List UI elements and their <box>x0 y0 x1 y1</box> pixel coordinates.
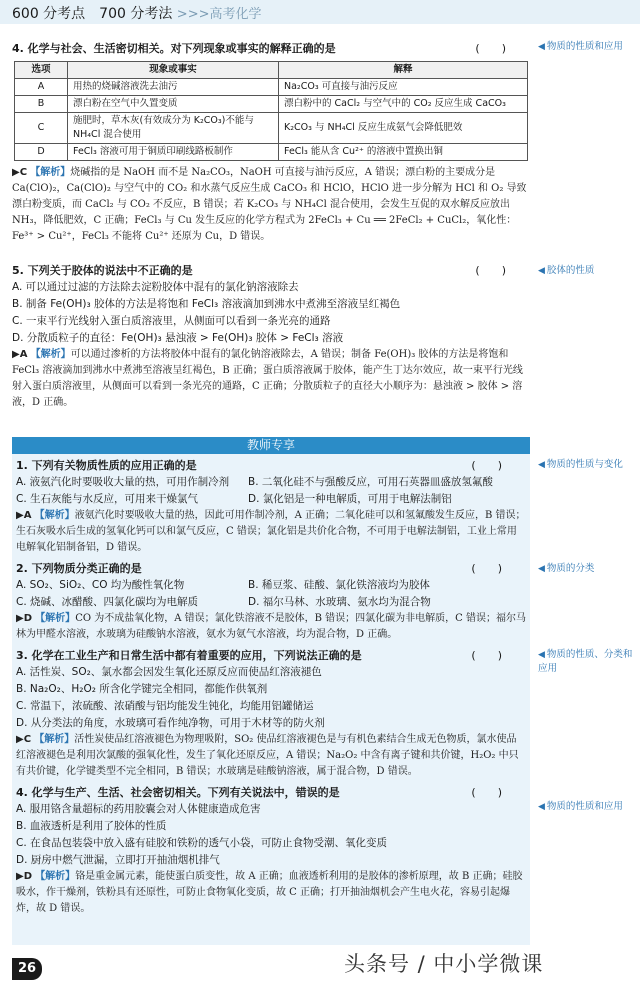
answer-key: ▶A <box>12 349 28 360</box>
option-row <box>16 474 526 491</box>
question-stem: 4. 化学与社会、生活密切相关。对下列现象或事实的解释正确的是 ( ) <box>12 42 506 55</box>
answer-explanation: ▶C 【解析】烧碱指的是 NaOH 而不是 Na₂CO₃，NaOH 可直接与油污反应，A 错误；漂白粉的主要成分是 Ca(ClO)₂，Ca(ClO)₂ 与空气中的 CO₂ 和水蒸气反应生成 CaCO₃ 和 HClO，HClO 进一步分解为 HCl 和 O₂ 导致漂白粉变质，而 CaCl₂ 与 CO₂ 不反应，B 错误；若 K₂CO₃ 与 NH₄Cl 混合使用，会发生互促的双水解反应放出 NH₃，降低肥效，C 正确；FeCl₃ 与 Cu 发生反应的化学方程式为 2FeCl₃ + Cu ══ 2FeCl₂ + CuCl₂，氧化性：Fe³⁺ > Cu²⁺，FeCl₃ 不能将 Cu²⁺ 还原为 Cu，D 错误。 <box>12 167 527 242</box>
teacher-question-2 <box>16 560 526 643</box>
option-b: B. 稀豆浆、硅酸、氯化铁溶液均为胶体 <box>248 579 430 591</box>
teacher-question-3 <box>16 647 526 780</box>
analysis-tag: 【解析】 <box>30 167 71 178</box>
option-b: B. 二氧化硅不与强酸反应，可用石英器皿盛放氢氟酸 <box>248 476 493 488</box>
option-b: B. 血液透析是利用了胶体的性质 <box>16 820 167 832</box>
answer-explanation: ▶A 【解析】液氨汽化时要吸收大量的热，因此可用作制冷剂，A 正确；二氧化硅可以和氢氟酸发生反应，B 错误；生石灰吸水后生成的氢氧化钙可以和氯气反应，C 错误；氯化铝是共价化合物，不可用于电解法制铝，工业上常用电解氧化铝制备铝，D 错误。 <box>16 510 526 553</box>
option-a: A. 液氨汽化时要吸收大量的热，可用作制冷剂 <box>16 476 230 488</box>
answer-explanation: ▶C 【解析】活性炭使品红溶液褪色为物理吸附，SO₂ 使品红溶液褪色是与有机色素结合生成无色物质，氯水使品红溶液褪色是利用次氯酸的强氧化性，发生了氧化还原反应，A 错误；Na₂O₂ 中含有离子键和共价键，H₂O₂ 中只有共价键，化学键类型不完全相同，B 错误；水玻璃是硅酸钠溶液，属于混合物，D 错误。 <box>16 734 519 777</box>
answer-explanation: ▶D 【解析】CO 为不成盐氧化物，A 错误；氯化铁溶液不是胶体，B 错误；四氯化碳为非电解质，C 错误；福尔马林为甲醛水溶液，水玻璃为硅酸钠水溶液，氨水为氨气水溶液，均为混合物，D 正确。 <box>16 613 526 640</box>
table-header: 解释 <box>279 62 528 79</box>
option-c: C. 在食品包装袋中放入盛有硅胶和铁粉的透气小袋，可防止食物受潮、氧化变质 <box>16 837 388 849</box>
option-row <box>16 594 526 611</box>
analysis-tag: 【解析】 <box>30 349 71 360</box>
question-5 <box>12 262 530 411</box>
question-stem: 3. 化学在工业生产和日常生活中都有着重要的应用，下列说法正确的是 ( ) <box>16 649 502 662</box>
table-header: 现象或事实 <box>68 62 279 79</box>
topic-note: ◀ 物质的性质和应用 <box>538 41 623 52</box>
page-number: 26 <box>12 958 42 980</box>
question-stem: 1. 下列有关物质性质的应用正确的是 ( ) <box>16 459 502 472</box>
answer-blank: ( ) <box>475 42 506 55</box>
option-d: D. 厨房中燃气泄漏，立即打开抽油烟机排气 <box>16 854 220 866</box>
question-table <box>14 61 528 161</box>
topic-note: ◀ 胶体的性质 <box>538 265 595 276</box>
table-row: B 漂白粉在空气中久置变质 漂白粉中的 CaCl₂ 与空气中的 CO₂ 反应生成 CaCO₃ <box>15 96 528 113</box>
watermark: 头条号 / 中小学微课 <box>344 952 544 976</box>
option-b: B. 制备 Fe(OH)₃ 胶体的方法是将饱和 FeCl₃ 溶液滴加到沸水中煮沸至溶液呈红褐色 <box>12 298 401 310</box>
table-row: A 用热的烧碱溶液洗去油污 Na₂CO₃ 可直接与油污反应 <box>15 79 528 96</box>
question-stem: 5. 下列关于胶体的说法中不正确的是 ( ) <box>12 264 506 277</box>
topic-note: ◀ 物质的性质和应用 <box>538 801 623 812</box>
triangle-icon: ◀ <box>538 266 545 276</box>
option-b: B. Na₂O₂、H₂O₂ 所含化学键完全相同，都能作供氧剂 <box>16 683 268 695</box>
table-row: C 施肥时，草木灰(有效成分为 K₂CO₃)不能与 NH₄Cl 混合使用 K₂CO₃ 与 NH₄Cl 反应生成氨气会降低肥效 <box>15 113 528 144</box>
topic-note: ◀ 物质的性质、分类和应用 <box>538 649 633 674</box>
option-row <box>16 491 526 508</box>
header-bar <box>0 0 640 24</box>
triangle-icon: ◀ <box>538 802 545 812</box>
topic-note: ◀ 物质的性质与变化 <box>538 459 623 470</box>
teacher-question-1 <box>16 457 526 556</box>
topic-note: ◀ 物质的分类 <box>538 563 595 574</box>
triangle-icon: ◀ <box>538 42 545 52</box>
option-d: D. 福尔马林、水玻璃、氨水均为混合物 <box>248 596 431 608</box>
answer-explanation: ▶D 【解析】铬是重金属元素，能使蛋白质变性，故 A 正确；血液透析利用的是胶体的渗析原理，故 B 正确；硅胶吸水，作干燥剂，铁粉具有还原性，可防止食物氧化变质，故 C 正确；打开抽油烟机会产生电火花，容易引起爆炸，故 D 错误。 <box>16 871 523 914</box>
section-title: 教师专享 <box>12 437 530 454</box>
answer-explanation: ▶A 【解析】可以通过渗析的方法将胶体中混有的氯化钠溶液除去，A 错误；制备 Fe(OH)₃ 胶体的方法是将饱和 FeCl₃ 溶液滴加到沸水中煮沸至溶液呈红褐色，B 正确；蛋白质溶液属于胶体，能产生丁达尔效应，故一束平行光线射入蛋白质溶液里，从侧面可以看到一条光亮的通路，C 正确；分散质粒子的直径大小顺序为：悬浊液 > 胶体 > 溶液，D 正确。 <box>12 349 523 408</box>
option-a: A. 活性炭、SO₂、氯水都会因发生氧化还原反应而使品红溶液褪色 <box>16 666 322 678</box>
subject-title: >>>高考化学 <box>176 7 262 22</box>
option-a: A. 服用铬含量超标的药用胶囊会对人体健康造成危害 <box>16 803 261 815</box>
option-c: C. 生石灰能与水反应，可用来干燥氯气 <box>16 493 199 505</box>
option-row <box>16 577 526 594</box>
option-a: A. SO₂、SiO₂、CO 均为酸性氧化物 <box>16 579 185 591</box>
option-d: D. 从分类法的角度，水玻璃可看作纯净物，可用于木材等的防火剂 <box>16 717 325 729</box>
option-c: C. 一束平行光线射入蛋白质溶液里，从侧面可以看到一条光亮的通路 <box>12 315 331 327</box>
book-title <box>12 3 261 23</box>
teacher-question-4 <box>16 784 526 917</box>
option-a: A. 可以通过过滤的方法除去淀粉胶体中混有的氯化钠溶液除去 <box>12 281 299 293</box>
series-title: 600 分考点 700 分考法 <box>12 6 173 22</box>
option-d: D. 氯化铝是一种电解质，可用于电解法制铝 <box>248 493 452 505</box>
triangle-icon: ◀ <box>538 460 545 470</box>
teacher-section <box>12 437 530 945</box>
option-c: C. 常温下，浓硫酸、浓硝酸与铝均能发生钝化，均能用铝罐储运 <box>16 700 314 712</box>
triangle-icon: ◀ <box>538 564 545 574</box>
answer-blank: ( ) <box>475 264 506 277</box>
question-stem: 4. 化学与生产、生活、社会密切相关。下列有关说法中，错误的是 ( ) <box>16 786 502 799</box>
option-d: D. 分散质粒子的直径：Fe(OH)₃ 悬浊液 > Fe(OH)₃ 胶体 > FeCl₃ 溶液 <box>12 332 344 344</box>
teacher-questions <box>16 457 526 917</box>
triangle-icon: ◀ <box>538 650 545 660</box>
option-c: C. 烧碱、冰醋酸、四氯化碳均为电解质 <box>16 596 199 608</box>
table-header: 选项 <box>15 62 68 79</box>
answer-key: ▶C <box>12 167 28 178</box>
table-row: D FeCl₃ 溶液可用于铜质印刷线路板制作 FeCl₃ 能从含 Cu²⁺ 的溶液中置换出铜 <box>15 144 528 161</box>
question-4 <box>12 40 530 245</box>
question-stem: 2. 下列物质分类正确的是 ( ) <box>16 562 502 575</box>
